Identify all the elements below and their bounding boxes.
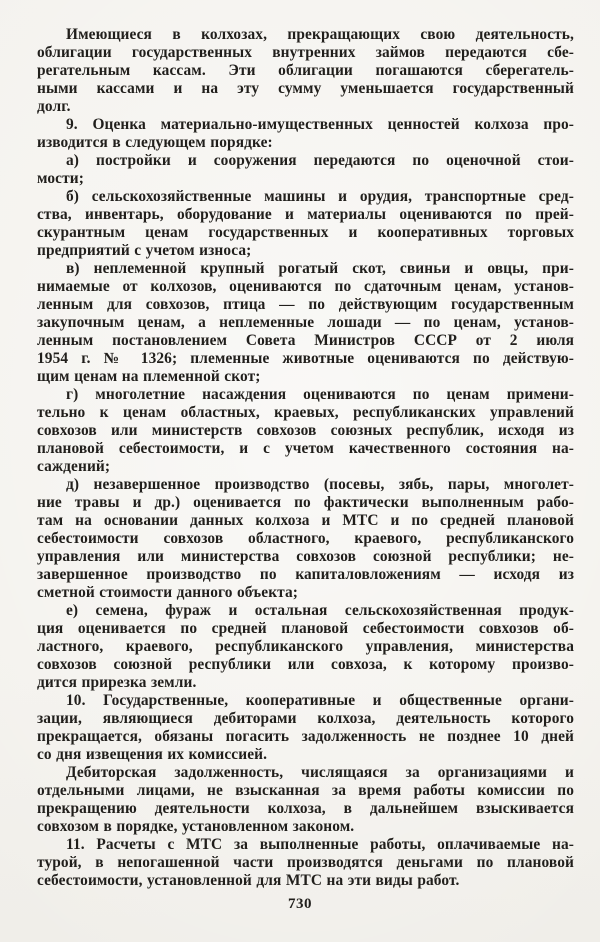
text-line: регательным кассам. Эти облигации погашаются сберегатель- xyxy=(37,62,574,79)
text-line: ленным для совхозов, птица — по действующим государственным xyxy=(37,296,574,313)
paragraph xyxy=(37,692,574,764)
text-line: б) сельскохозяйственные машины и орудия, транспортные сред- xyxy=(66,188,574,205)
text-line: 9. Оценка материально-имущественных ценностей колхоза про- xyxy=(66,116,574,133)
paragraph xyxy=(37,386,574,476)
text-line: ства, инвентарь, оборудование и материалы оцениваются по прей- xyxy=(37,206,574,223)
text-line: дится прирезка земли. xyxy=(37,674,197,691)
text-line: е) семена, фураж и остальная сельскохозяйственная продук- xyxy=(66,602,574,619)
paragraph xyxy=(37,764,574,836)
page-number: 730 xyxy=(288,896,312,912)
text-line: отдельными лицами, не взысканная за время работы комиссии по xyxy=(37,782,574,799)
paragraph xyxy=(37,260,574,386)
text-line: саждений; xyxy=(37,458,111,475)
text-line: предприятий с учетом износа; xyxy=(37,242,252,259)
text-line: совхозов союзной республики или совхоза, к которому произво- xyxy=(37,656,574,673)
text-line: прекращению деятельности колхоза, в дальнейшем взыскивается xyxy=(37,800,574,817)
paragraph xyxy=(37,26,574,116)
text-line: зации, являющиеся дебиторами колхоза, деятельность которого xyxy=(37,710,574,727)
text-line: Имеющиеся в колхозах, прекращающих свою деятельность, xyxy=(66,26,574,43)
text-line: турой, в непогашенной части производятся деньгами по плановой xyxy=(37,854,574,871)
text-line: ние травы и др.) оценивается по фактически выполненным рабо- xyxy=(37,494,574,511)
text-line: облигации государственных внутренних займов передаются сбе- xyxy=(37,44,574,61)
paragraph xyxy=(37,188,574,260)
text-line: ными кассами и на эту сумму уменьшается государственный xyxy=(37,80,574,97)
text-line: там на основании данных колхоза и МТС и по средней плановой xyxy=(37,512,574,529)
text-line: нимаемые от колхозов, оцениваются по сдаточным ценам, установ- xyxy=(37,278,574,295)
text-line: а) постройки и сооружения передаются по оценочной стои- xyxy=(66,152,574,169)
text-line: 10. Государственные, кооперативные и общественные органи- xyxy=(66,692,574,709)
text-line: изводится в следующем порядке: xyxy=(37,134,273,151)
paragraph xyxy=(37,116,574,152)
text-line: завершенное производство по капиталовложениям — исходя из xyxy=(37,566,574,583)
text-line: г) многолетние насаждения оцениваются по ценам примени- xyxy=(66,386,574,403)
text-line: щим ценам на племенной скот; xyxy=(37,368,261,385)
text-line: долг. xyxy=(37,98,71,115)
text-line: 11. Расчеты с МТС за выполненные работы, оплачиваемые на- xyxy=(66,836,574,853)
text-line: ластного, краевого, республиканского управления, министерства xyxy=(37,638,574,655)
text-line: ленным постановлением Совета Министров СССР от 2 июля xyxy=(37,332,574,349)
text-line: в) неплеменной крупный рогатый скот, свиньи и овцы, при- xyxy=(66,260,574,277)
text-line: сметной стоимости данного объекта; xyxy=(37,584,299,601)
paragraph xyxy=(37,602,574,692)
text-line: д) незавершенное производство (посевы, зябь, пары, многолет- xyxy=(66,476,574,493)
text-line: мости; xyxy=(37,170,84,187)
text-line: управления или министерства совхозов союзной республики; не- xyxy=(37,548,574,565)
paragraph xyxy=(37,152,574,188)
paragraph xyxy=(37,476,574,602)
document-text xyxy=(37,26,574,890)
text-line: скурантным ценам государственных и кооперативных торговых xyxy=(37,224,574,241)
paragraph xyxy=(37,836,574,890)
text-line: со дня извещения их комиссией. xyxy=(37,746,268,763)
text-line: себестоимости, установленной для МТС на эти виды работ. xyxy=(37,872,460,889)
text-line: совхозов или министерств совхозов союзных республик, исходя из xyxy=(37,422,574,439)
text-line: ция оценивается по средней плановой себестоимости совхозов об- xyxy=(37,620,574,637)
text-line: прекращается, обязаны погасить задолженность не позднее 10 дней xyxy=(37,728,574,745)
text-line: закупочным ценам, а неплеменные лошади — по ценам, установ- xyxy=(37,314,574,331)
text-line: себестоимости совхозов областного, краевого, республиканского xyxy=(37,530,574,547)
text-line: тельно к ценам областных, краевых, республиканских управлений xyxy=(37,404,574,421)
text-line: 1954 г. № 1326; племенные животные оцениваются по действую- xyxy=(37,350,574,367)
text-line: Дебиторская задолженность, числящаяся за организациями и xyxy=(66,764,574,781)
text-line: совхозом в порядке, установленном законом. xyxy=(37,818,355,835)
text-line: плановой себестоимости, и с учетом качественного состояния на- xyxy=(37,440,574,457)
